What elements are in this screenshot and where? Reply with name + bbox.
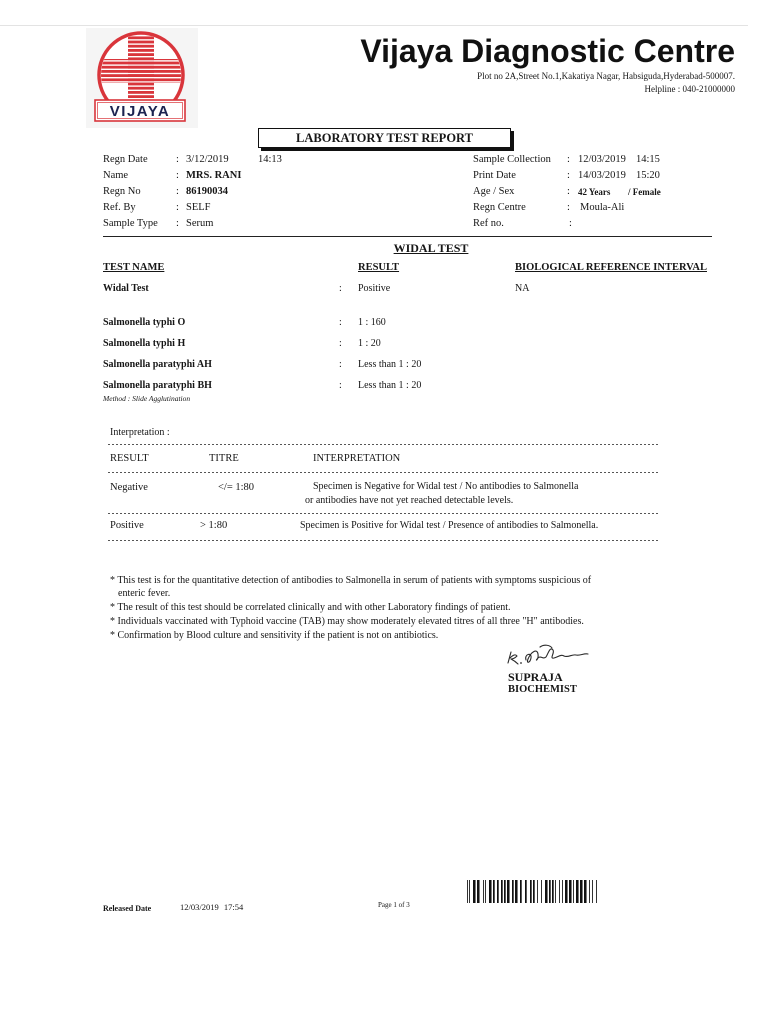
regn-centre-colon: :: [567, 202, 570, 213]
test-row-result: 1 : 20: [358, 337, 381, 349]
note-line: enteric fever.: [118, 587, 171, 599]
barcode-bar: [483, 880, 484, 903]
helpline: Helpline : 040-21000000: [644, 83, 735, 94]
barcode-bar: [469, 880, 470, 903]
barcode-bar: [501, 880, 503, 903]
report-title-box: [258, 128, 511, 148]
barcode-bar: [573, 880, 574, 903]
test-title: WIDAL TEST: [393, 241, 469, 255]
sample-collection-date: 12/03/2019: [578, 154, 626, 165]
interp-row-text: or antibodies have not yet reached detectable levels.: [305, 494, 514, 506]
interp-row-text: Specimen is Negative for Widal test / No antibodies to Salmonella: [313, 480, 579, 492]
regn-no-label: Regn No: [103, 186, 141, 197]
barcode-bar: [562, 880, 563, 903]
interp-row-text: Specimen is Positive for Widal test / Presence of antibodies to Salmonella.: [300, 519, 599, 531]
test-row-colon: :: [339, 358, 342, 370]
test-row-colon: :: [339, 379, 342, 391]
barcode-bar: [489, 880, 492, 903]
regn-no-colon: :: [176, 186, 179, 197]
interp-row-result: Negative: [110, 481, 148, 493]
barcode-bar: [493, 880, 495, 903]
barcode-bar: [596, 880, 597, 903]
test-row-result: Less than 1 : 20: [358, 358, 422, 370]
interpretation-heading: Interpretation :: [110, 426, 170, 438]
test-row-reference: NA: [515, 282, 530, 294]
logo-wordmark: VIJAYA: [109, 103, 171, 120]
barcode-bar: [584, 880, 587, 903]
barcode-bar: [507, 880, 510, 903]
signatory-name: SUPRAJA: [508, 670, 563, 684]
test-row-colon: :: [339, 282, 342, 294]
test-row-name: Salmonella paratyphi BH: [103, 379, 212, 391]
print-date-label: Print Date: [473, 170, 516, 181]
ref-by-colon: :: [176, 202, 179, 213]
test-row-colon: :: [339, 316, 342, 328]
name-colon: :: [176, 170, 179, 181]
test-row-name: Salmonella typhi H: [103, 337, 186, 349]
barcode-bar: [477, 880, 480, 903]
barcode-bar: [520, 880, 522, 903]
barcode-bar: [569, 880, 572, 903]
regn-date-label: Regn Date: [103, 154, 148, 165]
test-row-name: Widal Test: [103, 282, 149, 294]
interpretation-divider: [108, 472, 660, 473]
released-date-value: 12/03/2019 17:54: [180, 901, 244, 912]
barcode-bar: [549, 880, 551, 903]
sample-type-label: Sample Type: [103, 218, 158, 229]
test-row-result: Positive: [358, 282, 391, 294]
barcode-bar: [555, 880, 556, 903]
print-date-colon: :: [567, 170, 570, 181]
centre-address: Plot no 2A,Street No.1,Kakatiya Nagar, Habsiguda,Hyderabad-500007.: [477, 70, 735, 81]
barcode-bar: [580, 880, 583, 903]
barcode-bar: [473, 880, 476, 903]
age-sex-label: Age / Sex: [473, 186, 515, 197]
col-result: RESULT: [358, 262, 400, 273]
col-reference-interval: BIOLOGICAL REFERENCE INTERVAL: [515, 262, 707, 273]
test-method: Method : Slide Agglutination: [103, 394, 191, 403]
note-line: * The result of this test should be correlated clinically and with other Laboratory findings of patient.: [110, 601, 511, 613]
age-sex-colon: :: [567, 186, 570, 197]
test-row-colon: :: [339, 337, 342, 349]
regn-date-value: 3/12/2019: [186, 154, 229, 165]
interpretation-divider: [108, 444, 660, 445]
interp-row-titre: > 1:80: [200, 519, 228, 531]
barcode-bar: [467, 880, 468, 903]
patient-details-divider: [103, 236, 712, 237]
interpretation-divider: [108, 540, 660, 541]
barcode-bar: [565, 880, 568, 903]
barcode-bar: [533, 880, 535, 903]
ref-by-label: Ref. By: [103, 202, 136, 213]
barcode-bar: [525, 880, 527, 903]
sample-collection-label: Sample Collection: [473, 154, 551, 165]
interp-col-result: RESULT: [110, 452, 149, 464]
interp-row-result: Positive: [110, 519, 144, 531]
sex-value: / Female: [628, 187, 661, 197]
test-row-name: Salmonella typhi O: [103, 316, 186, 328]
barcode-bar: [592, 880, 593, 903]
barcode-bar: [552, 880, 554, 903]
ref-by-value: SELF: [186, 202, 211, 213]
interp-col-titre: TITRE: [209, 452, 239, 464]
barcode-bar: [541, 880, 542, 903]
regn-no-value: 86190034: [186, 186, 228, 197]
scan-edge-line: [0, 25, 748, 26]
ref-no-label: Ref no.: [473, 218, 504, 229]
interp-col-interpretation: INTERPRETATION: [313, 452, 401, 464]
note-line: * Individuals vaccinated with Typhoid vaccine (TAB) may show moderately elevated titres of all three "H" antibodies.: [110, 615, 584, 627]
barcode-bar: [576, 880, 579, 903]
sample-collection-time: 14:15: [636, 154, 660, 165]
note-line: * Confirmation by Blood culture and sensitivity if the patient is not on antibiotics.: [110, 629, 439, 641]
barcode-bar: [504, 880, 506, 903]
test-row-result: 1 : 160: [358, 316, 386, 328]
released-date-label: Released Date: [103, 903, 152, 913]
name-label: Name: [103, 170, 129, 181]
age-value: 42 Years: [578, 187, 611, 197]
barcode-bar: [515, 880, 518, 903]
barcode-bar: [530, 880, 532, 903]
interpretation-divider: [108, 513, 658, 514]
barcode-bar: [537, 880, 538, 903]
test-row-result: Less than 1 : 20: [358, 379, 422, 391]
ref-no-colon: :: [569, 218, 572, 229]
test-row-name: Salmonella paratyphi AH: [103, 358, 212, 370]
sample-collection-colon: :: [567, 154, 570, 165]
sample-type-colon: :: [176, 218, 179, 229]
print-date-value: 14/03/2019: [578, 170, 626, 181]
print-time-value: 15:20: [636, 170, 660, 181]
regn-centre-label: Regn Centre: [473, 202, 526, 213]
regn-date-colon: :: [176, 154, 179, 165]
barcode-bar: [512, 880, 514, 903]
signature: [500, 640, 592, 672]
barcode-bar: [559, 880, 560, 903]
page-number: Page 1 of 3: [378, 901, 410, 909]
barcode-bar: [497, 880, 499, 903]
barcode-bar: [545, 880, 548, 903]
regn-time-value: 14:13: [258, 154, 282, 165]
barcode: [467, 880, 601, 904]
barcode-bar: [589, 880, 590, 903]
col-test-name: TEST NAME: [103, 262, 165, 273]
interp-row-titre: </= 1:80: [218, 481, 255, 493]
signatory-designation: BIOCHEMIST: [508, 683, 577, 695]
barcode-bar: [485, 880, 486, 903]
note-line: * This test is for the quantitative detection of antibodies to Salmonella in serum of patients with symptoms suspicious of: [110, 574, 592, 586]
sample-type-value: Serum: [186, 218, 214, 229]
centre-name: Vijaya Diagnostic Centre: [360, 33, 735, 69]
regn-centre-value: Moula-Ali: [580, 202, 625, 213]
name-value: MRS. RANI: [186, 170, 242, 181]
report-title: LABORATORY TEST REPORT: [296, 130, 473, 145]
vijaya-logo: [92, 28, 192, 124]
